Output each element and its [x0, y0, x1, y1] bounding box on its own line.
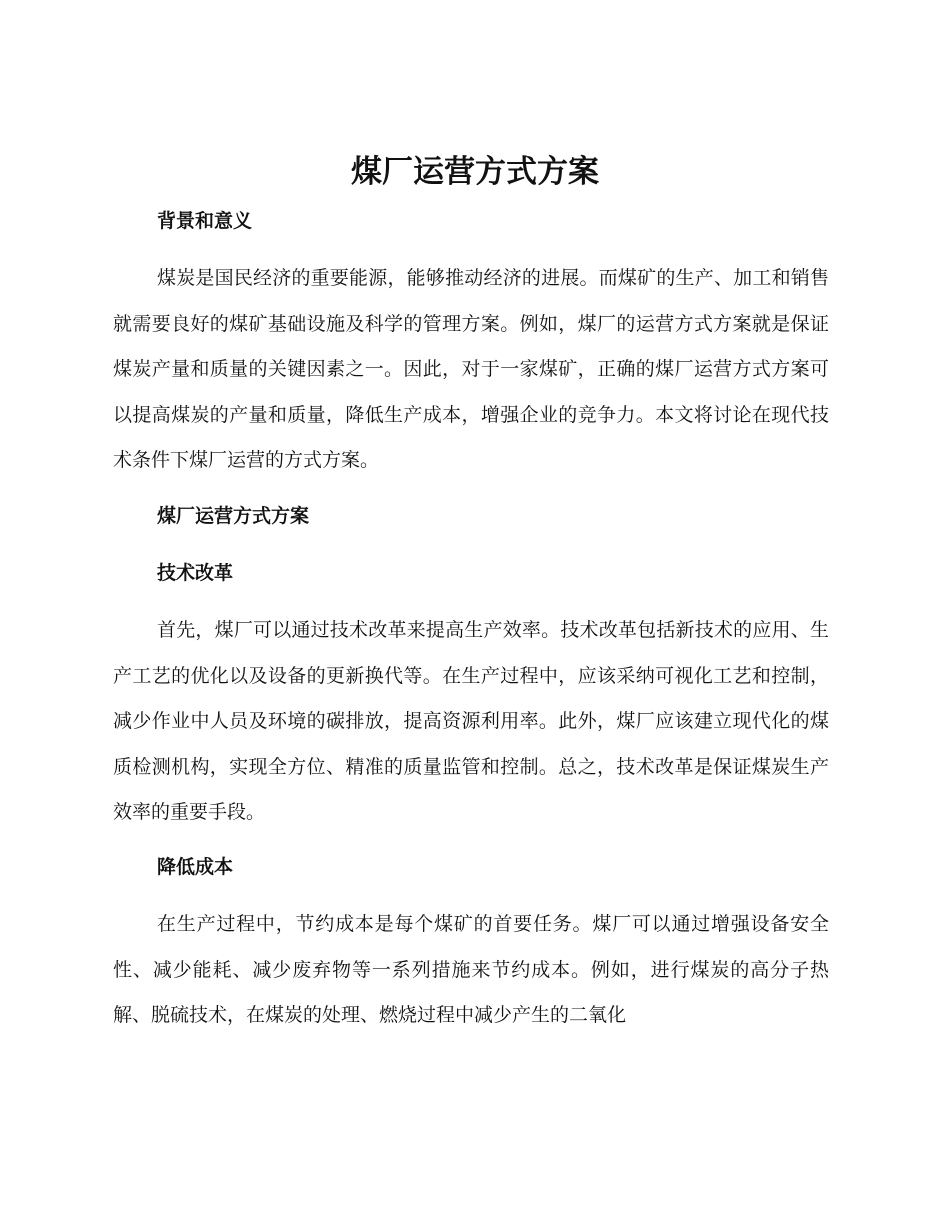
section-heading-background: 背景和意义 [157, 210, 253, 232]
paragraph-tech-reform: 首先，煤厂可以通过技术改革来提高生产效率。技术改革包括新技术的应用、生产工艺的优化以及设备的更新换代等。在生产过程中，应该采纳可视化工艺和控制，减少作业中人员及环境的碳排放，提高资源利用率。此外，煤厂应该建立现代化的煤质检测机构，实现全方位、精准的质量监管和控制。总之，技术改革是保证煤炭生产效率的重要手段。 [113, 619, 829, 824]
section-heading-tech-reform: 技术改革 [157, 562, 234, 584]
page-title: 煤厂运营方式方案 [351, 154, 599, 190]
paragraph-cost-reduction: 在生产过程中，节约成本是每个煤矿的首要任务。煤厂可以通过增强设备安全性、减少能耗、减少废弃物等一系列措施来节约成本。例如，进行煤炭的高分子热解、脱硫技术，在煤炭的处理、燃烧过程中减少产生的二氧化 [113, 913, 829, 1027]
section-heading-cost-reduction: 降低成本 [157, 856, 234, 878]
section-heading-operation-plan: 煤厂运营方式方案 [157, 505, 310, 527]
paragraph-background: 煤炭是国民经济的重要能源，能够推动经济的进展。而煤矿的生产、加工和销售就需要良好的煤矿基础设施及科学的管理方案。例如，煤厂的运营方式方案就是保证煤炭产量和质量的关键因素之一。因此，对于一家煤矿，正确的煤厂运营方式方案可以提高煤炭的产量和质量，降低生产成本，增强企业的竞争力。本文将讨论在现代技术条件下煤厂运营的方式方案。 [113, 267, 829, 472]
